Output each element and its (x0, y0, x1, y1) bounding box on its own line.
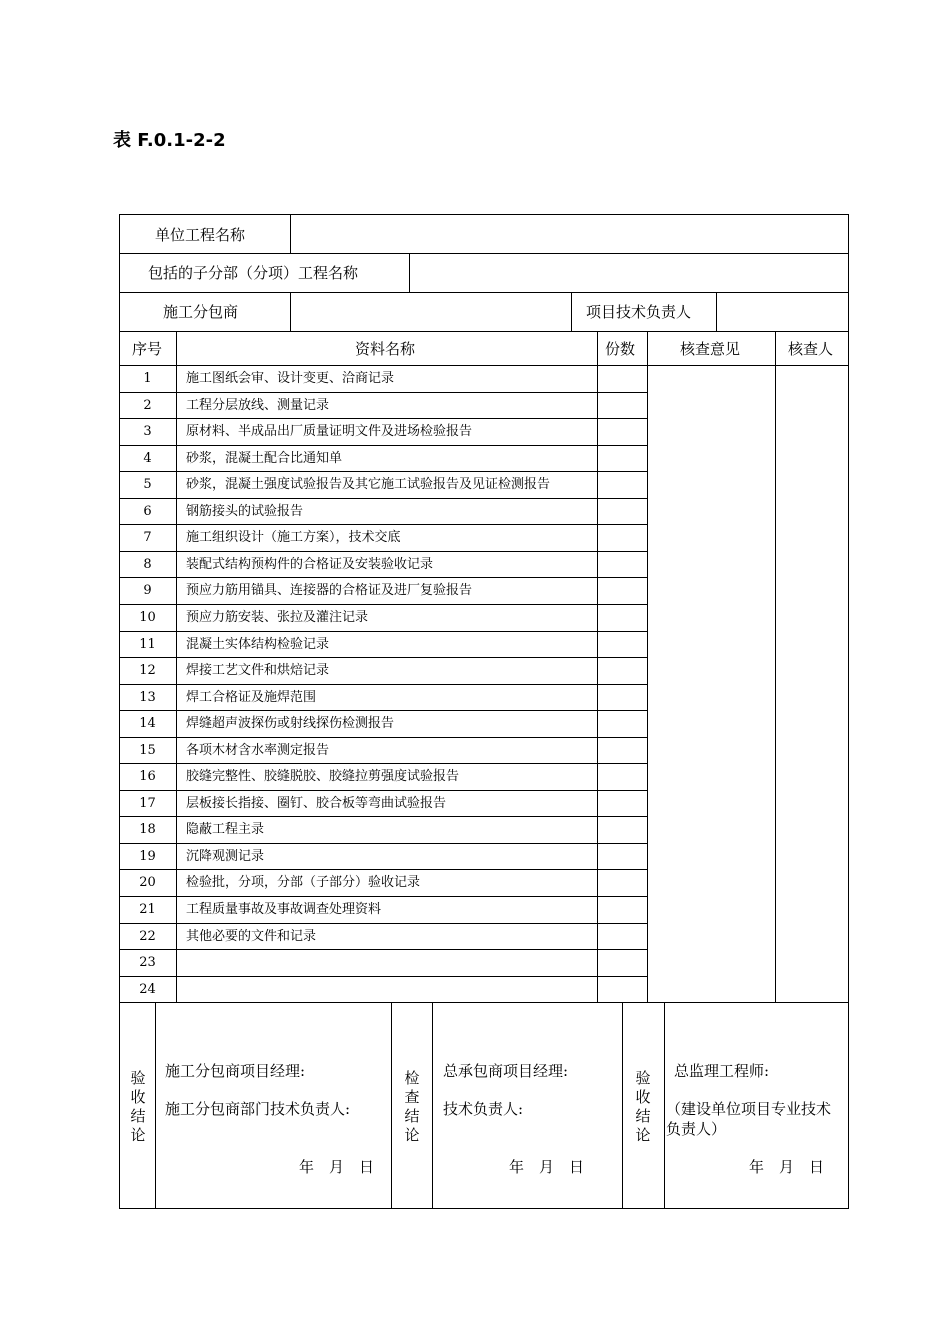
divider (409, 253, 410, 292)
row-document-name: 原材料、半成品出厂质量证明文件及进场检验报告 (186, 424, 473, 439)
sec3-date: 年 月 日 (749, 1158, 825, 1176)
row-divider (119, 577, 648, 578)
row-divider (119, 392, 648, 393)
row-document-name: 工程质量事故及事故调查处理资料 (186, 902, 382, 917)
divider (290, 214, 291, 253)
subcontractor-label: 施工分包商 (163, 303, 239, 321)
row-document-name: 胶缝完整性、胶缝脱胶、胶缝拉剪强度试验报告 (186, 769, 460, 784)
divider (622, 1002, 623, 1209)
row-index: 17 (139, 796, 156, 811)
divider (290, 292, 291, 331)
row-document-name: 工程分层放线、测量记录 (186, 398, 330, 413)
row-divider (119, 816, 648, 817)
sec2-line2: 技术负责人: (443, 1100, 524, 1118)
row-index: 2 (143, 398, 152, 413)
divider (119, 1002, 849, 1003)
divider (775, 331, 776, 1003)
row-divider (119, 524, 648, 525)
row-divider (119, 657, 648, 658)
divider (647, 331, 648, 1003)
row-document-name: 装配式结构预构件的合格证及安装验收记录 (186, 557, 434, 572)
row-document-name: 层板接长指接、圈钉、胶合板等弯曲试验报告 (186, 796, 447, 811)
row-index: 20 (139, 875, 156, 890)
row-divider (119, 498, 648, 499)
col-index: 序号 (132, 340, 163, 358)
row-document-name: 其他必要的文件和记录 (186, 929, 317, 944)
row-divider (119, 843, 648, 844)
tech-lead-label: 项目技术负责人 (586, 303, 692, 321)
row-document-name: 焊接工艺文件和烘焙记录 (186, 663, 330, 678)
row-index: 8 (143, 557, 152, 572)
row-divider (119, 896, 648, 897)
col-reviewer: 核查人 (788, 340, 834, 358)
row-index: 6 (143, 504, 152, 519)
row-divider (119, 631, 648, 632)
row-document-name: 施工组织设计（施工方案），技术交底 (186, 530, 401, 545)
row-index: 13 (139, 690, 156, 705)
row-divider (119, 737, 648, 738)
divider (571, 292, 572, 331)
divider (119, 365, 849, 366)
row-index: 16 (139, 769, 156, 784)
divider (432, 1002, 433, 1209)
row-divider (119, 949, 648, 950)
row-index: 10 (139, 610, 156, 625)
sec3-label: 验收结论 (635, 1069, 651, 1144)
divider (664, 1002, 665, 1209)
row-divider (119, 418, 648, 419)
sub-project-name-label: 包括的子分部（分项）工程名称 (148, 264, 359, 282)
row-divider (119, 445, 648, 446)
table-border (119, 214, 849, 1209)
sec3-line1: 总监理工程师: (674, 1062, 770, 1080)
row-document-name: 沉降观测记录 (186, 849, 265, 864)
row-document-name: 隐蔽工程主录 (186, 822, 265, 837)
row-document-name: 焊工合格证及施焊范围 (186, 690, 317, 705)
row-divider (119, 976, 648, 977)
divider (155, 1002, 156, 1209)
row-index: 24 (139, 982, 156, 997)
row-divider (119, 869, 648, 870)
row-divider (119, 923, 648, 924)
col-review-opinion: 核查意见 (680, 340, 741, 358)
divider (119, 331, 849, 332)
row-index: 19 (139, 849, 156, 864)
row-document-name: 砂浆，混凝土强度试验报告及其它施工试验报告及见证检测报告 (186, 477, 551, 492)
divider (119, 253, 849, 254)
sec1-line2: 施工分包商部门技术负责人: (165, 1100, 351, 1118)
sec2-label: 检查结论 (404, 1069, 420, 1144)
row-index: 18 (139, 822, 156, 837)
row-index: 3 (143, 424, 152, 439)
row-document-name: 焊缝超声波探伤或射线探伤检测报告 (186, 716, 395, 731)
row-divider (119, 763, 648, 764)
row-index: 14 (139, 716, 156, 731)
row-document-name: 施工图纸会审、设计变更、洽商记录 (186, 371, 395, 386)
unit-project-name-label: 单位工程名称 (155, 226, 246, 244)
divider (176, 331, 177, 1003)
row-index: 15 (139, 743, 156, 758)
row-divider (119, 684, 648, 685)
divider (716, 292, 717, 331)
table-id: 表 F.0.1-2-2 (113, 130, 226, 151)
divider (119, 292, 849, 293)
sec1-label: 验收结论 (130, 1069, 146, 1144)
row-document-name: 砂浆，混凝土配合比通知单 (186, 451, 343, 466)
divider (597, 331, 598, 1003)
row-divider (119, 604, 648, 605)
row-index: 12 (139, 663, 156, 678)
row-divider (119, 471, 648, 472)
col-copies: 份数 (605, 340, 636, 358)
row-divider (119, 710, 648, 711)
row-divider (119, 790, 648, 791)
row-divider (119, 551, 648, 552)
sec1-line1: 施工分包商项目经理: (165, 1062, 306, 1080)
sec3-line2b: 负责人） (666, 1120, 727, 1138)
row-index: 7 (143, 530, 152, 545)
sec3-line2a: （建设单位项目专业技术 (666, 1100, 832, 1118)
row-document-name: 混凝土实体结构检验记录 (186, 637, 330, 652)
row-document-name: 预应力筋安装、张拉及灌注记录 (186, 610, 369, 625)
row-index: 22 (139, 929, 156, 944)
sec1-date: 年 月 日 (299, 1158, 375, 1176)
row-index: 23 (139, 955, 156, 970)
row-document-name: 预应力筋用锚具、连接器的合格证及进厂复验报告 (186, 583, 473, 598)
row-index: 1 (143, 371, 152, 386)
divider (391, 1002, 392, 1209)
row-document-name: 钢筋接头的试验报告 (186, 504, 304, 519)
row-document-name: 检验批，分项，分部（子部分）验收记录 (186, 875, 421, 890)
row-index: 5 (143, 477, 152, 492)
col-name: 资料名称 (355, 340, 416, 358)
row-document-name: 各项木材含水率测定报告 (186, 743, 330, 758)
sec2-date: 年 月 日 (509, 1158, 585, 1176)
row-index: 11 (139, 637, 156, 652)
row-index: 4 (143, 451, 152, 466)
row-index: 9 (143, 583, 152, 598)
row-index: 21 (139, 902, 156, 917)
sec2-line1: 总承包商项目经理: (443, 1062, 569, 1080)
